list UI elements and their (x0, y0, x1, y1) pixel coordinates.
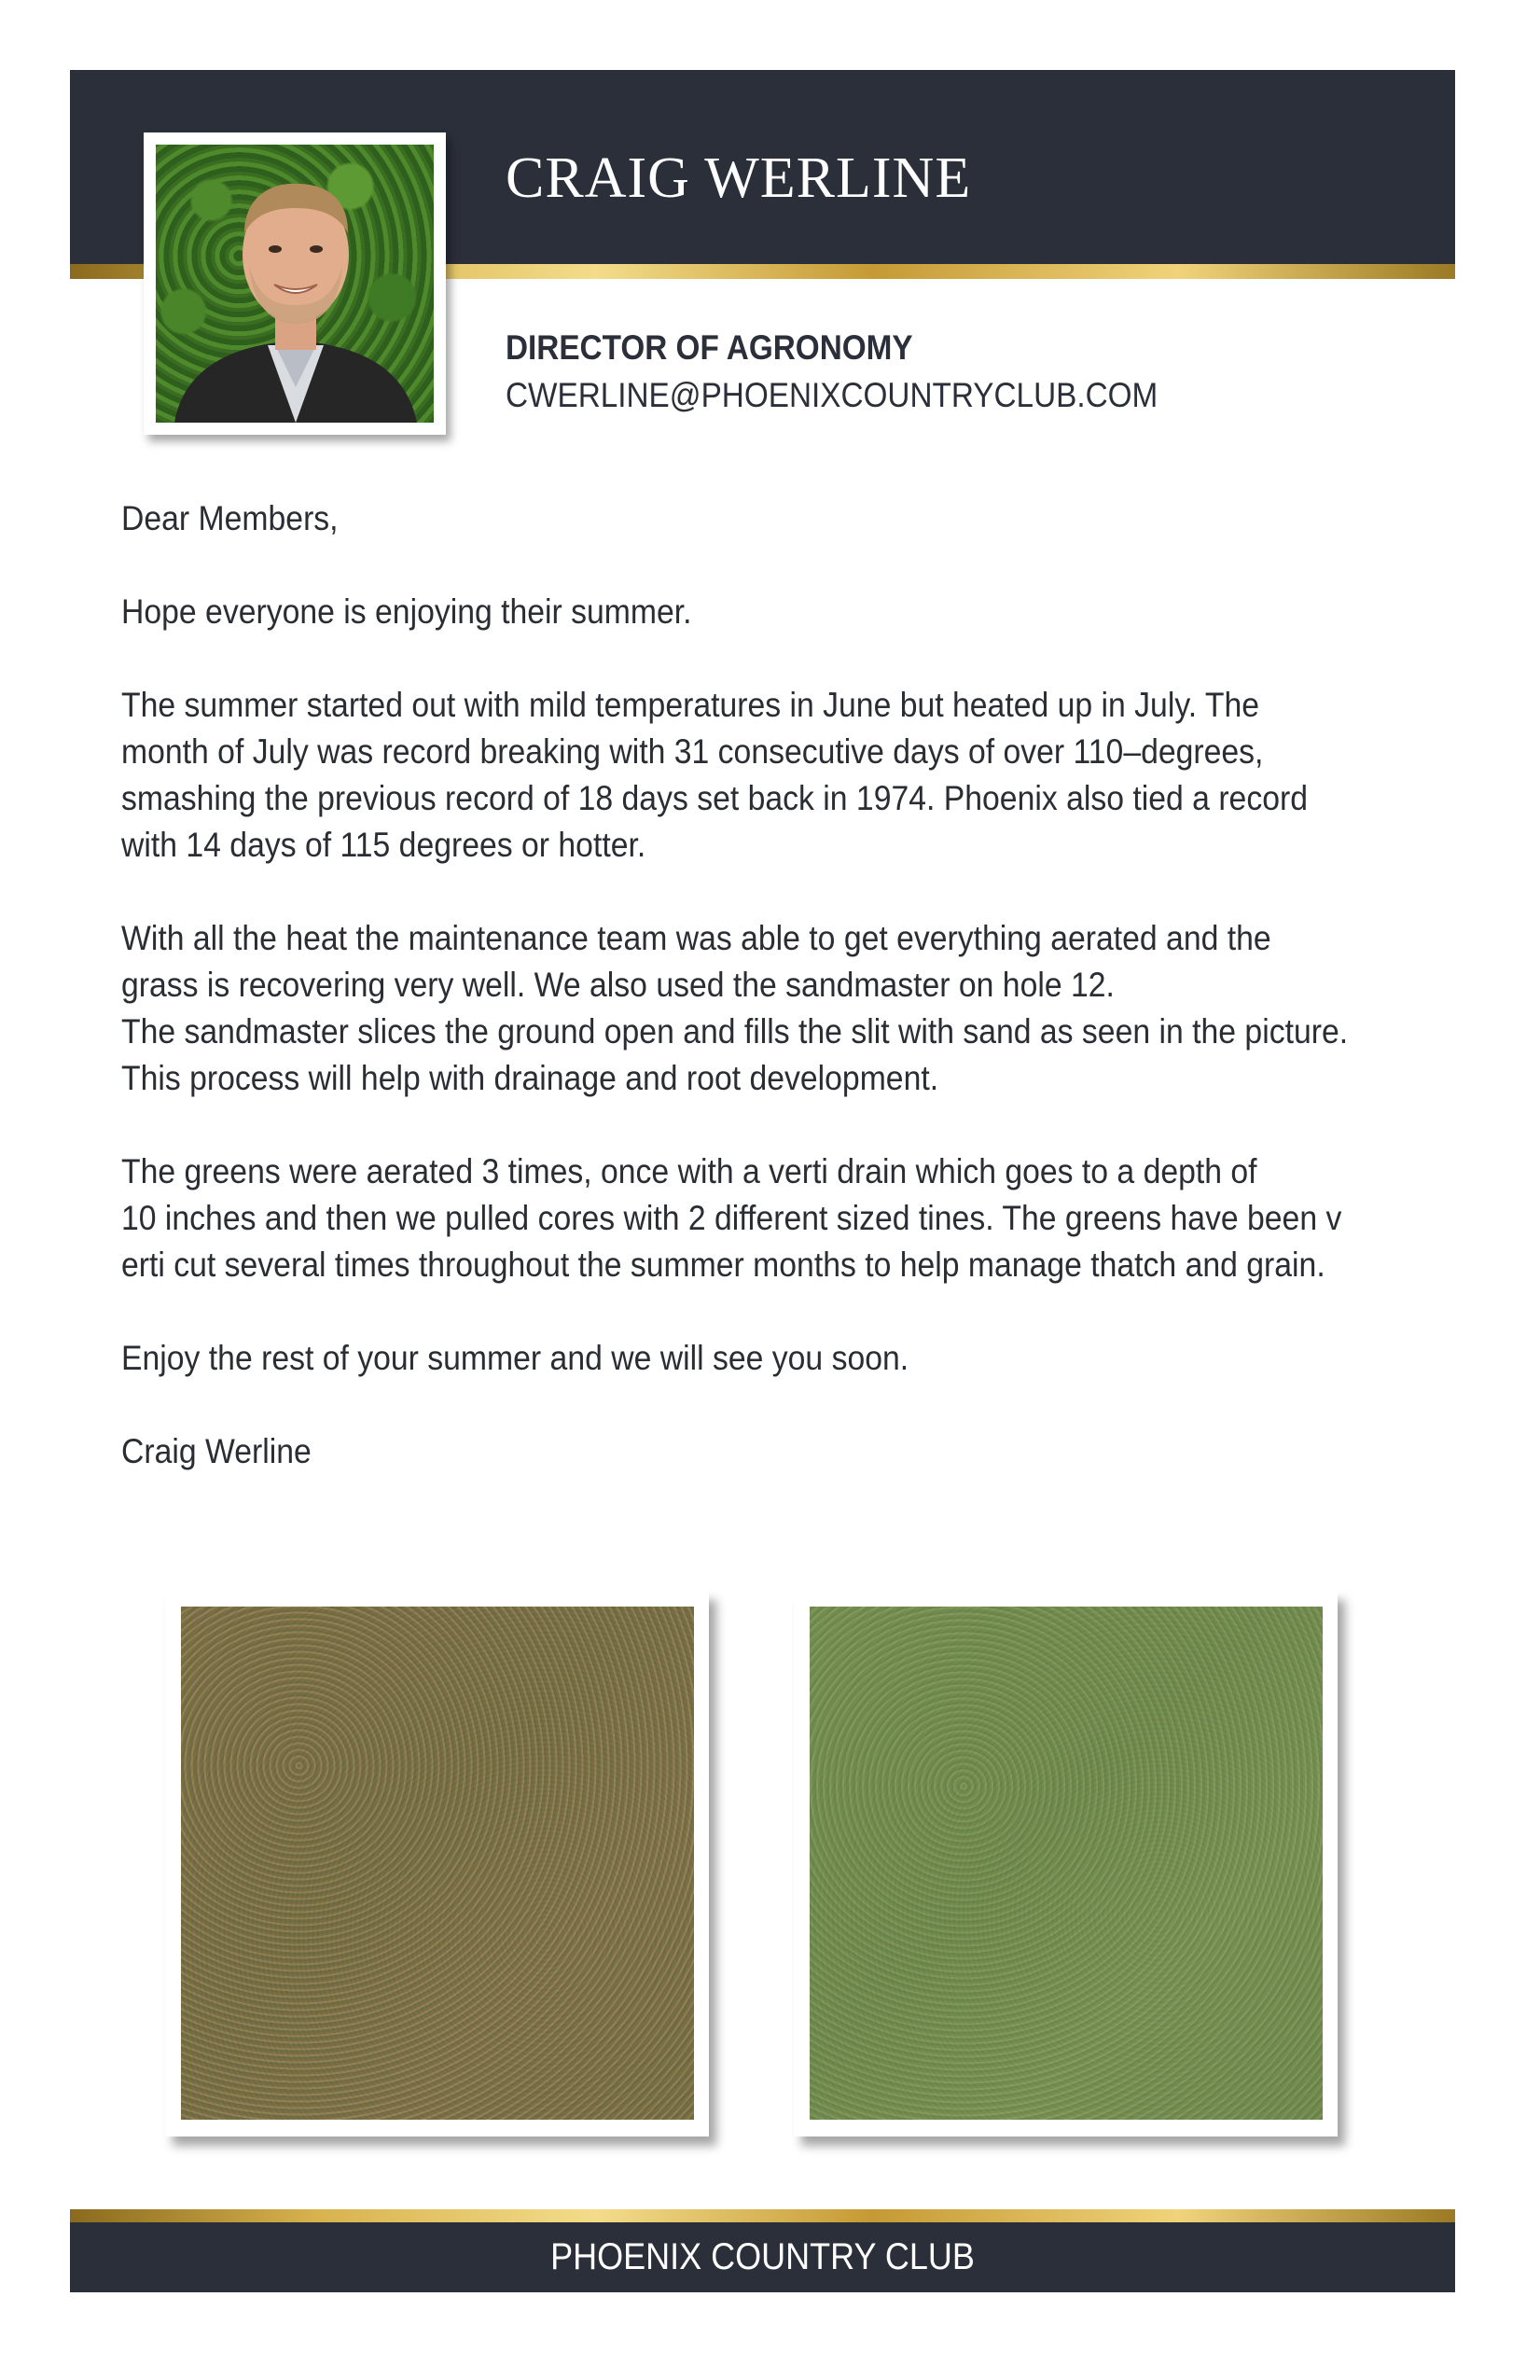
footer-gold-stripe (70, 2209, 1455, 2222)
letter-paragraph-2 (121, 681, 1464, 868)
portrait-photo-icon (156, 145, 434, 423)
letter-paragraph-3 (121, 914, 1464, 1101)
text-line: This process will help with drainage and root development. (121, 1058, 939, 1097)
letter-signature: Craig Werline (121, 1431, 312, 1470)
text-line: month of July was record breaking with 31 consecutive days of over 110–degrees, (121, 731, 1264, 771)
job-title: DIRECTOR OF AGRONOMY (506, 328, 913, 367)
grass-photo-icon (181, 1607, 694, 2120)
letter-paragraph-4 (121, 1148, 1464, 1287)
text-line: 10 inches and then we pulled cores with 2 different sized tines. The greens have been v (121, 1198, 1342, 1237)
text-line: The sandmaster slices the ground open and fills the slit with sand as seen in the picture. (121, 1011, 1349, 1051)
text-line: erti cut several times throughout the summer months to help manage thatch and grain. (121, 1245, 1325, 1284)
letter-paragraph-1: Hope everyone is enjoying their summer. (121, 592, 692, 631)
text-line: grass is recovering very well. We also used the sandmaster on hole 12. (121, 965, 1115, 1004)
text-line: with 14 days of 115 degrees or hotter. (121, 825, 646, 864)
text-line: With all the heat the maintenance team was able to get everything aerated and the (121, 918, 1271, 957)
grass-photo-frame-right (794, 1591, 1338, 2136)
club-name: PHOENIX COUNTRY CLUB (550, 2236, 975, 2277)
text-line: The summer started out with mild temperatures in June but heated up in July. The (121, 685, 1260, 724)
footer-band (70, 2222, 1455, 2292)
staff-name: CRAIG WERLINE (506, 146, 972, 210)
grass-photo-frame-left (165, 1591, 709, 2136)
email-address: CWERLINE@PHOENIXCOUNTRYCLUB.COM (506, 376, 1158, 414)
portrait-frame (144, 132, 446, 435)
grass-photo-icon (810, 1607, 1323, 2120)
letter-body (121, 494, 1492, 1521)
text-line: smashing the previous record of 18 days set back in 1974. Phoenix also tied a record (121, 778, 1308, 817)
text-line: The greens were aerated 3 times, once with a verti drain which goes to a depth of (121, 1151, 1257, 1190)
letter-greeting: Dear Members, (121, 498, 339, 537)
letter-paragraph-5: Enjoy the rest of your summer and we will see you soon. (121, 1338, 909, 1377)
